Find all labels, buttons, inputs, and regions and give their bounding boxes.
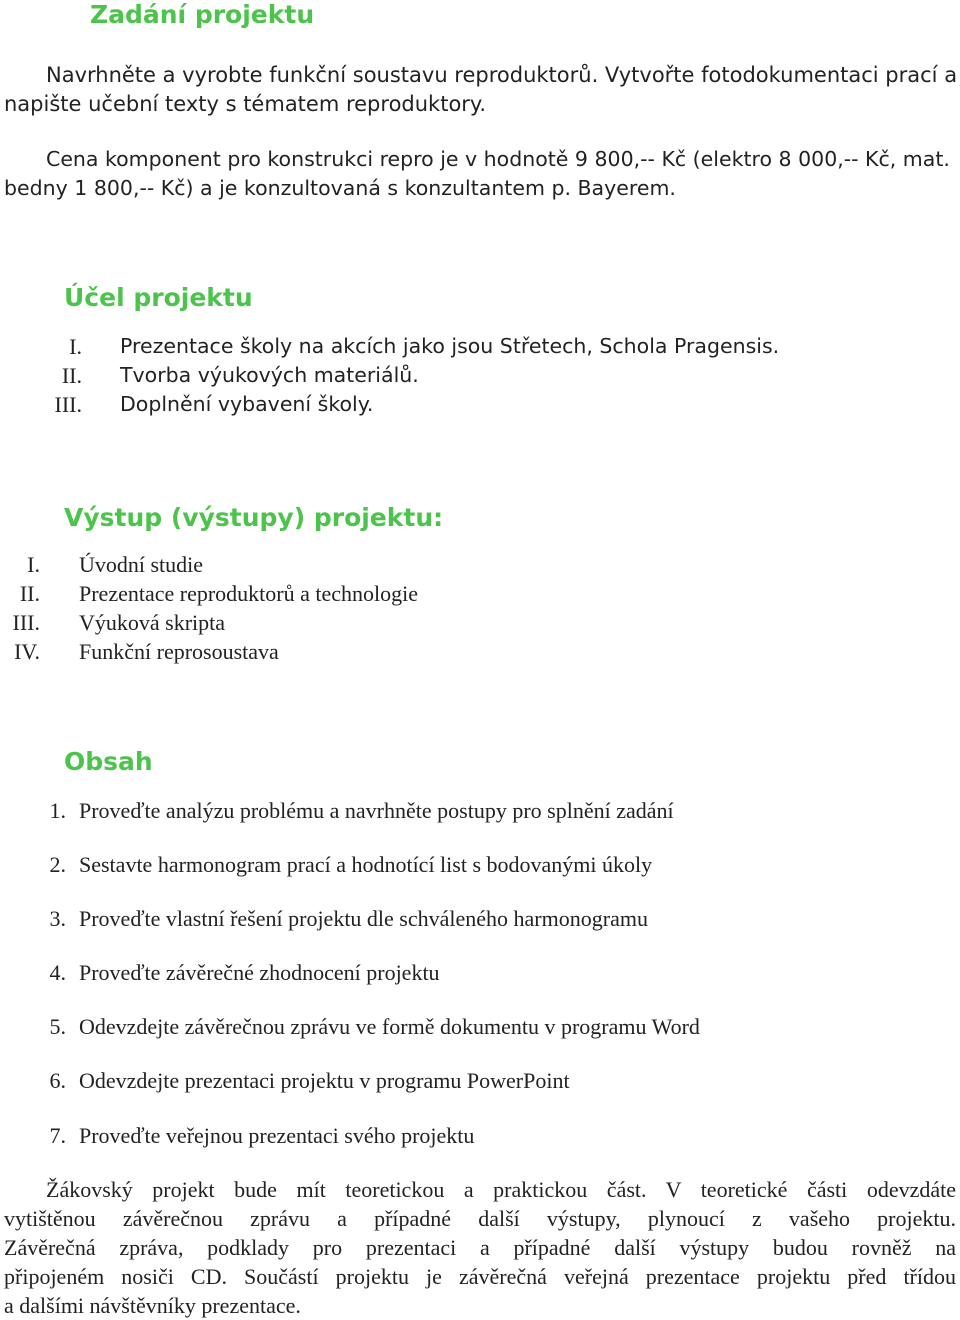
ucel-item-number: III. xyxy=(54,392,82,417)
vystup-item-number: IV. xyxy=(14,639,40,664)
ucel-item-text: Doplnění vybavení školy. xyxy=(120,392,374,416)
heading-ucel: Účel projektu xyxy=(64,283,253,312)
zaver-line-1: Žákovský projekt bude mít teoretickou a praktickou část. V teoretické části odevzdáte xyxy=(46,1177,956,1202)
vystup-item-number: I. xyxy=(27,552,40,577)
obsah-item-text: Proveďte vlastní řešení projektu dle schváleného harmonogramu xyxy=(79,906,648,931)
zadani-paragraph-2-line-2: bedny 1 800,-- Kč) a je konzultovaná s konzultantem p. Bayerem. xyxy=(4,176,676,200)
heading-vystup: Výstup (výstupy) projektu: xyxy=(64,503,444,532)
obsah-item-text: Proveďte analýzu problému a navrhněte postupy pro splnění zadání xyxy=(79,798,674,823)
obsah-item-number: 3. xyxy=(49,906,66,931)
obsah-item-number: 5. xyxy=(49,1014,66,1039)
vystup-item-text: Úvodní studie xyxy=(79,552,204,577)
zadani-paragraph-1-line-1: Navrhněte a vyrobte funkční soustavu reproduktorů. Vytvořte fotodokumentaci prací a xyxy=(46,63,958,87)
zaver-line-2: vytištěnou závěrečnou zprávu a případné další výstupy, plynoucí z vašeho projektu. xyxy=(4,1206,956,1231)
obsah-item-text: Odevzdejte závěrečnou zprávu ve formě dokumentu v programu Word xyxy=(79,1014,700,1039)
zadani-paragraph-1-line-2: napište učební texty s tématem reproduktory. xyxy=(4,92,487,116)
heading-obsah: Obsah xyxy=(64,747,153,776)
vystup-item-text: Prezentace reproduktorů a technologie xyxy=(79,581,419,606)
obsah-item-text: Sestavte harmonogram prací a hodnotící list s bodovanými úkoly xyxy=(79,852,653,877)
obsah-item-text: Proveďte závěrečné zhodnocení projektu xyxy=(79,960,440,985)
ucel-item-number: I. xyxy=(69,334,82,359)
ucel-item-text: Prezentace školy na akcích jako jsou Střetech, Schola Pragensis. xyxy=(120,334,780,358)
vystup-item-text: Funkční reprosoustava xyxy=(79,639,279,664)
obsah-item-number: 1. xyxy=(49,798,66,823)
obsah-item-text: Odevzdejte prezentaci projektu v programu PowerPoint xyxy=(79,1068,570,1093)
zaver-line-3: Závěrečná zpráva, podklady pro prezentaci a případné další výstupy budou rovněž na xyxy=(4,1235,956,1260)
heading-zadani: Zadání projektu xyxy=(90,0,315,29)
vystup-item-number: III. xyxy=(12,610,40,635)
zaver-line-4: připojeném nosiči CD. Součástí projektu je závěrečná veřejná prezentace projektu před třídou xyxy=(4,1264,956,1289)
vystup-item-number: II. xyxy=(19,581,40,606)
zadani-paragraph-2-line-1: Cena komponent pro konstrukci repro je v hodnotě 9 800,-- Kč (elektro 8 000,-- Kč, mat. xyxy=(46,147,950,171)
zaver-line-5: a dalšími návštěvníky prezentace. xyxy=(4,1293,301,1318)
obsah-item-number: 2. xyxy=(49,852,66,877)
obsah-item-number: 4. xyxy=(49,960,66,985)
obsah-item-number: 6. xyxy=(49,1068,66,1093)
vystup-item-text: Výuková skripta xyxy=(79,610,226,635)
ucel-item-text: Tvorba výukových materiálů. xyxy=(120,363,419,387)
ucel-item-number: II. xyxy=(61,363,82,388)
obsah-item-number: 7. xyxy=(49,1123,66,1148)
obsah-item-text: Proveďte veřejnou prezentaci svého projektu xyxy=(79,1123,475,1148)
